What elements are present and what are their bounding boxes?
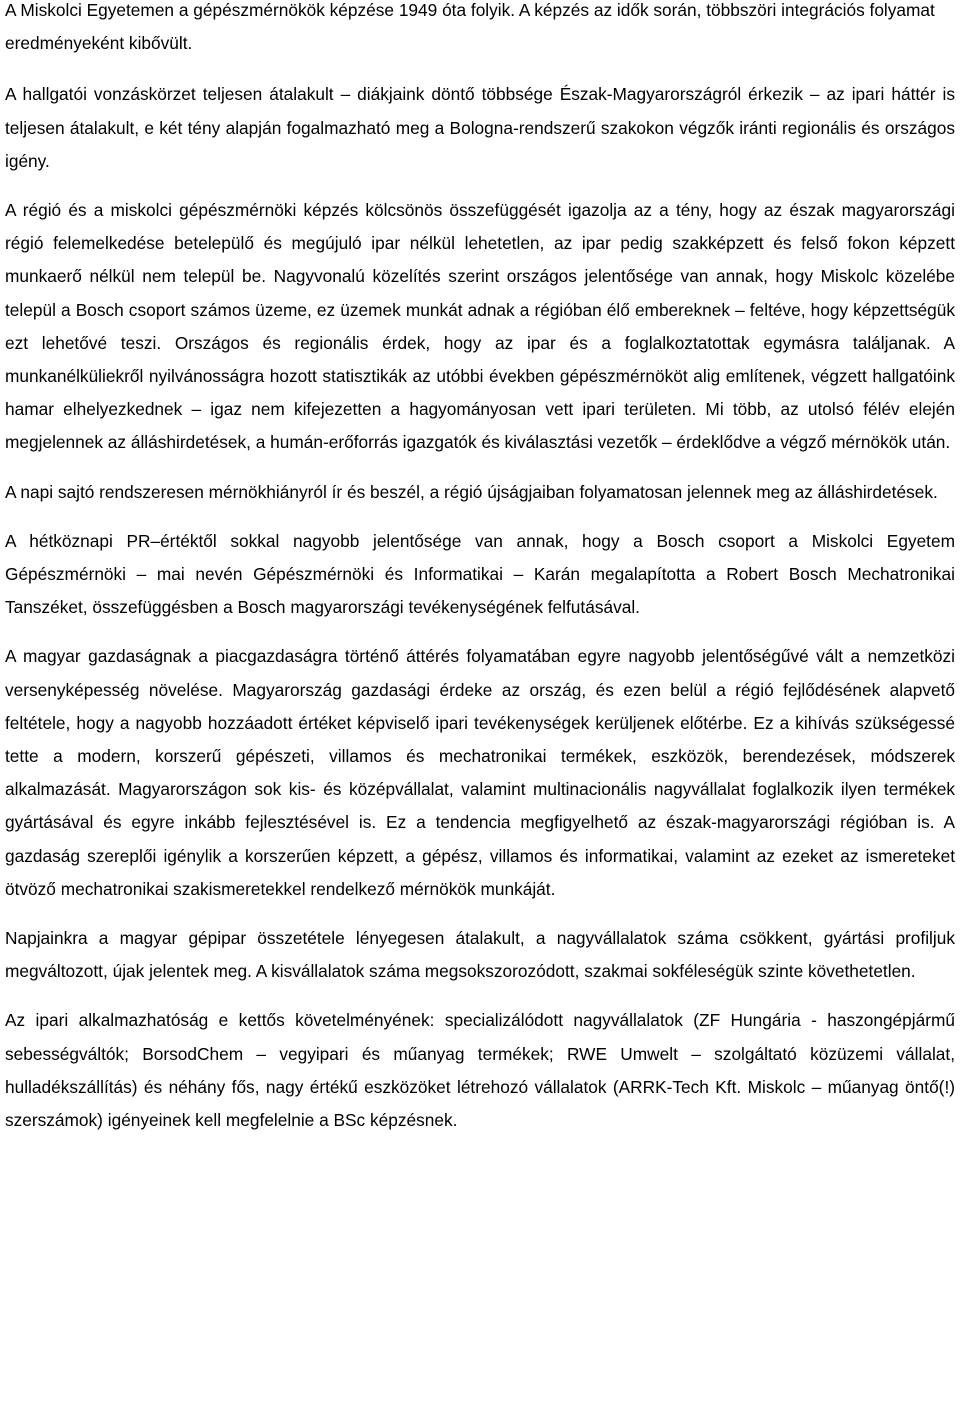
paragraph-press: A napi sajtó rendszeresen mérnökhiányról ír és beszél, a régió újságjaiban folyamatosan jelennek meg az álláshirdetések.	[5, 481, 938, 502]
paragraph-bosch-department: A hétköznapi PR–értéktől sokkal nagyobb jelentősége van annak, hogy a Bosch csoport a Miskolci Egyetem Gépészmérnöki – mai nevén Gépészmérnöki és Informatikai – Karán megalapította a Robert Bosch Mechatronikai Tanszéket, összefüggésben a Bosch magyarországi tevékenységének felfutásával.	[5, 530, 955, 618]
document-page	[5, 0, 955, 1153]
paragraph-catchment-area: A hallgatói vonzáskörzet teljesen átalakult – diákjaink döntő többsége Észak-Magyarországról érkezik – az ipari háttér is teljesen átalakult, e két tény alapján fogalmazható meg a Bologna-rendszerű szakokon végzők iránti regionális és országos igény.	[5, 84, 955, 171]
paragraph-region-industry: A régió és a miskolci gépészmérnöki képzés kölcsönös összefüggését igazolja az a tény, hogy az észak magyarországi régió felemelkedése betelepülő és megújuló ipar nélkül lehetetlen, az ipar pedig szakképzett és felső fokon képzett munkaerő nélkül nem települ be. Nagyvonalú közelítés szerint országos jelentősége van annak, hogy Miskolc közelébe települ a Bosch csoport számos üzeme, ez üzemek munkát adnak a régióban élő embereknek – feltéve, hogy képzettségük ezt lehetővé teszi. Országos és regionális érdek, hogy az ipar és a foglalkoztatottak egymásra találjanak. A munkanélküliekről nyilvánosságra hozott statisztikák az utóbbi években gépészmérnököt alig említenek, végzett hallgatóink hamar elhelyezkednek – igaz nem kifejezetten a hagyományosan vett ipari területen. Mi több, az utolsó félév elején megjelennek az álláshirdetések, a humán-erőforrás igazgatók és kiválasztási vezetők – érdeklődve a végző mérnökök után.	[5, 200, 955, 453]
paragraph-economy: A magyar gazdaságnak a piacgazdaságra történő áttérés folyamatában egyre nagyobb jelentőségűvé vált a nemzetközi versenyképesség növelése. Magyarország gazdasági érdeke az ország, és ezen belül a régió fejlődésének alapvető feltétele, hogy a nagyobb hozzáadott értéket képviselő ipari tevékenységek kerüljenek előtérbe. Ez a kihívás szükségessé tette a modern, korszerű gépészeti, villamos és mechatronikai termékek, eszközök, berendezések, módszerek alkalmazását. Magyarországon sok kis- és középvállalat, valamint multinacionális nagyvállalat foglalkozik ilyen termékek gyártásával és egyre inkább fejlesztésével is. Ez a tendencia megfigyelhető az észak-magyarországi régióban is. A gazdaság szereplői igénylik a korszerűen képzett, a gépész, villamos és informatikai, valamint az ezeket az ismereteket ötvöző mechatronikai szakismeretekkel rendelkező mérnökök munkáját.	[5, 646, 955, 899]
paragraph-machine-industry: Napjainkra a magyar gépipar összetétele lényegesen átalakult, a nagyvállalatok száma csökkent, gyártási profiljuk megváltozott, újak jelentek meg. A kisvállalatok száma megsokszorozódott, szakmai sokféleségük szinte követhetetlen.	[5, 928, 955, 982]
paragraph-intro: A Miskolci Egyetemen a gépészmérnökök képzése 1949 óta folyik. A képzés az idők során, többszöri integrációs folyamat eredményeként kibővült.	[5, 0, 935, 54]
paragraph-industrial-applicability: Az ipari alkalmazhatóság e kettős követelményének: specializálódott nagyvállalatok (ZF Hungária - haszongépjármű sebességváltók; BorsodChem – vegyipari és műanyag termékek; RWE Umwelt – szolgáltató közüzemi vállalat, hulladékszállítás) és néhány fős, nagy értékű eszközöket létrehozó vállalatok (ARRK-Tech Kft. Miskolc – műanyag öntő(!) szerszámok) igényeinek kell megfelelnie a BSc képzésnek.	[5, 1010, 955, 1131]
